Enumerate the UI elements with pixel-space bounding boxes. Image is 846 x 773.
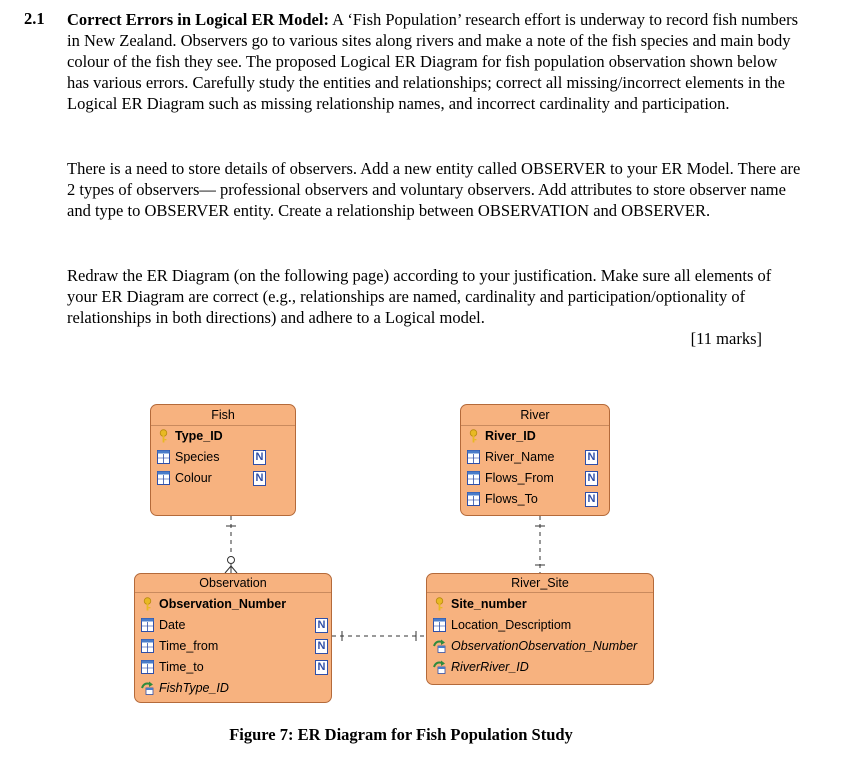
river-attr-label: Flows_To [485, 492, 538, 506]
fish-entity-title: Fish [151, 405, 295, 426]
column-icon [141, 618, 154, 632]
fish-pk-row [157, 427, 223, 445]
column-icon [433, 618, 446, 632]
nullable-flag: N [585, 492, 598, 507]
river-pk-row [467, 427, 536, 445]
question-title: Correct Errors in Logical ER Model: [67, 10, 329, 29]
nullable-flag: N [253, 471, 266, 486]
observation-fk-label: FishType_ID [159, 681, 229, 695]
observation-attr-row [141, 637, 218, 655]
observation-attr-row [141, 616, 185, 634]
fish-observation-relationship [225, 516, 237, 573]
foreign-key-icon [433, 639, 446, 653]
observation-attr-label: Date [159, 618, 186, 632]
nullable-flag: N [315, 660, 328, 675]
observation-attr-label: Time_from [159, 639, 219, 653]
fish-attr-row [157, 469, 212, 487]
fish-entity[interactable] [150, 404, 296, 516]
river-site-fk-label: ObservationObservation_Number [451, 639, 638, 653]
nullable-flag: N [585, 450, 598, 465]
column-icon [141, 660, 154, 674]
column-icon [467, 471, 480, 485]
river-attr-row [467, 490, 538, 508]
key-icon [141, 597, 154, 611]
marks-label: [11 marks] [690, 329, 762, 348]
question-paragraph-2: There is a need to store details of observers. Add a new entity called OBSERVER to your ER Model. There are 2 types of observers— professional observers and voluntary observers. Add attributes to store observer name and type to OBSERVER entity. Create a relationship between OBSERVATION and OBSERVER. [67, 159, 801, 220]
river-site-fk-label: RiverRiver_ID [451, 660, 529, 674]
key-icon [157, 429, 170, 443]
nullable-flag: N [253, 450, 266, 465]
nullable-flag: N [315, 618, 328, 633]
river-site-pk-row [433, 595, 527, 613]
river-attr-label: Flows_From [485, 471, 554, 485]
observation-attr-row [141, 658, 204, 676]
key-icon [433, 597, 446, 611]
observation-entity[interactable] [134, 573, 332, 703]
question-paragraph-3: Redraw the ER Diagram (on the following page) according to your justification. Make sure all elements of your ER Diagram are correct (e.g., relationships are named, cardinality and participation/optionality of relationships in both directions) and adhere to a Logical model. [67, 266, 772, 327]
fish-pk-label: Type_ID [175, 429, 223, 443]
observation-pk-label: Observation_Number [159, 597, 287, 611]
river-riversite-relationship [535, 516, 545, 573]
fish-attr-label: Colour [175, 471, 212, 485]
river-site-entity[interactable] [426, 573, 654, 685]
column-icon [467, 492, 480, 506]
river-attr-label: River_Name [485, 450, 555, 464]
column-icon [467, 450, 480, 464]
river-entity-title: River [461, 405, 609, 426]
river-site-entity-title: River_Site [427, 574, 653, 593]
figure-caption: Figure 7: ER Diagram for Fish Population Study [229, 725, 573, 744]
river-site-fk-row [433, 637, 637, 655]
river-pk-label: River_ID [485, 429, 536, 443]
column-icon [141, 639, 154, 653]
river-site-pk-label: Site_number [451, 597, 527, 611]
river-attr-row [467, 448, 554, 466]
observation-pk-row [141, 595, 286, 613]
river-site-attr-label: Location_Descriptiom [451, 618, 572, 632]
foreign-key-icon [433, 660, 446, 674]
column-icon [157, 471, 170, 485]
observation-riversite-relationship [332, 631, 426, 641]
question-number: 2.1 [24, 9, 45, 28]
river-attr-row [467, 469, 554, 487]
observation-attr-label: Time_to [159, 660, 204, 674]
paragraph-1-text: A ‘Fish Population’ research effort is underway to record fish numbers in New Zealand. Observers go to various sites along rivers and make a note of the fish species and main body colour of the fish they see. The proposed Logical ER Diagram for fish population observation shown below has various errors. Carefully study the entities and relationships; correct all missing/incorrect elements in the Logical ER Diagram such as missing relationship names, and incorrect cardinality and participation. [67, 10, 799, 113]
river-site-attr-row [433, 616, 571, 634]
nullable-flag: N [585, 471, 598, 486]
column-icon [157, 450, 170, 464]
river-site-fk-row [433, 658, 529, 676]
river-entity[interactable] [460, 404, 610, 516]
observation-fk-row [141, 679, 229, 697]
foreign-key-icon [141, 681, 154, 695]
fish-attr-row [157, 448, 219, 466]
nullable-flag: N [315, 639, 328, 654]
fish-attr-label: Species [175, 450, 220, 464]
key-icon [467, 429, 480, 443]
observation-entity-title: Observation [135, 574, 331, 593]
